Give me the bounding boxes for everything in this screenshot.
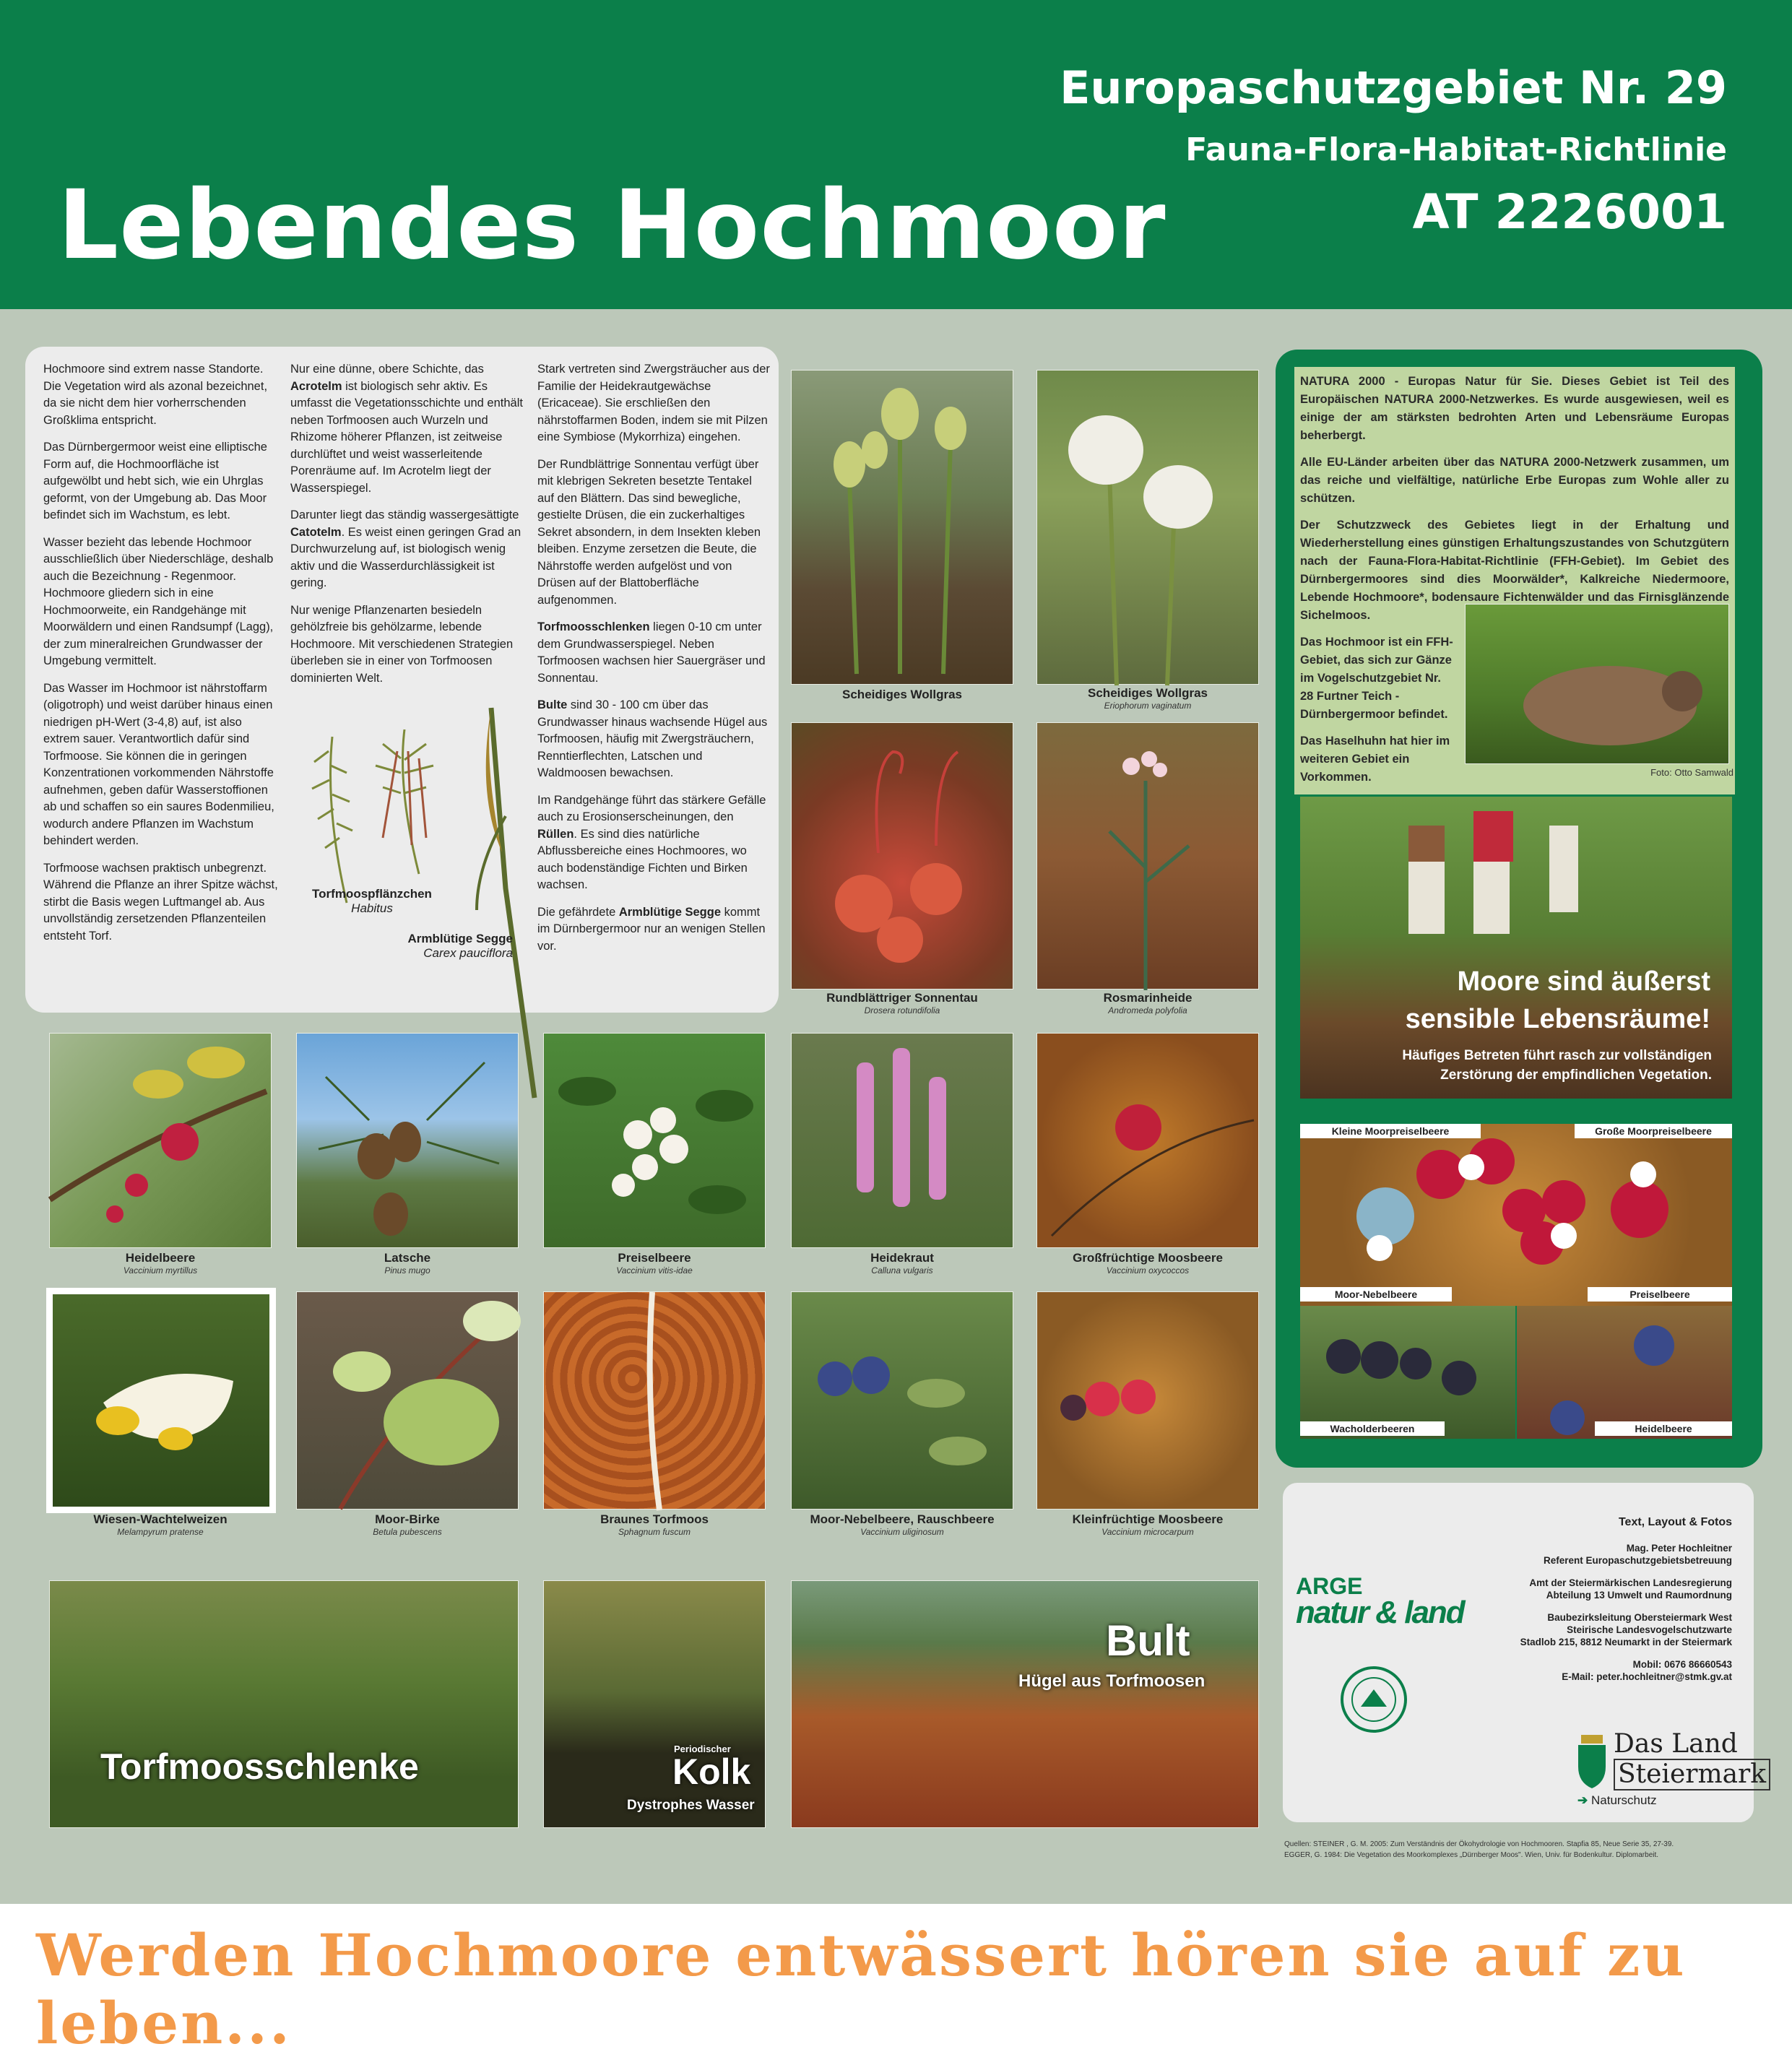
photo-caption: Moor-Nebelbeere, Rauschbeere Vaccinium uliginosum — [810, 1512, 995, 1537]
paragraph: Darunter liegt das ständig wassergesättigte Catotelm. Es weist einen geringen Grad an Durchwurzelung auf, ist biologisch wenig aktiv und die Wasserdurchlässigkeit ist gering. — [290, 508, 521, 589]
photo-bult — [791, 1580, 1259, 1828]
paragraph: Nur wenige Pflanzenarten besiedeln gehölzfreie bis gehölzarme, lebende Hochmoore. Mit verschiedenen Strategien überleben sie in einer von Torfmoosen dominierten Welt. — [290, 603, 514, 685]
naturschutz-label: ➔ Naturschutz — [1577, 1793, 1657, 1807]
photo-heidelbeere — [49, 1033, 272, 1248]
photo-caption: Rosmarinheide Andromeda polyfolia — [1103, 991, 1192, 1015]
photo-caption: Rundblättriger Sonnentau Drosera rotundifolia — [826, 991, 978, 1015]
header-banner — [0, 0, 1792, 309]
paragraph: Das Wasser im Hochmoor ist nährstoffarm (oligotroph) und weist darüber hinaus einen niedrigen pH-Wert (3-4,8) auf, ist also extrem sauer. Verantwortlich dafür sind Torfmoose. Sie können die in geringen Konzentrationen vorkommenden Nährstoffe aufnehmen, geben dafür Wasserstoffionen ab und schaffen so ein saures Bodenmilieu, wodurch andere Pflanzen im Wachstum behindert werden. — [43, 681, 274, 847]
credit-line: Mag. Peter Hochleitner — [1626, 1543, 1732, 1554]
sources: Quellen: STEINER , G. M. 2005: Zum Verständnis der Ökohydrologie von Hochmooren. Stapfia 85, Neue Serie 35, 27-39. EGGER, G. 1984: Die Vegetation des Moorkomplexes „Dürnberger Moos". Wien, Univ. für Bodenkultur. Diplomarbeit. — [1284, 1840, 1674, 1859]
directive-name: Fauna-Flora-Habitat-Richtlinie — [1185, 131, 1727, 168]
credit-line: Baubezirksleitung Obersteiermark West — [1547, 1612, 1732, 1623]
sedge-label: Armblütige Segge Carex pauciflora — [407, 932, 513, 960]
credits-box — [1283, 1483, 1767, 1822]
paragraph: Bulte sind 30 - 100 cm über das Grundwasser hinaus wachsende Hügel aus Torfmoosen, häufig mit Zwergsträuchern, Renntierflechten, Latschen und Waldmoosen bewachsen. — [537, 698, 768, 779]
photo-moor-birke — [296, 1291, 519, 1510]
photo-rosmarinheide — [1036, 722, 1259, 989]
page-title: Lebendes Hochmoor — [58, 170, 1166, 281]
berry-label: Heidelbeere — [1595, 1421, 1732, 1436]
photo-caption: Scheidiges Wollgras — [842, 688, 962, 701]
paragraph: Der Schutzzweck des Gebietes liegt in der Erhaltung und Wiederherstellung eines günstigen Erhaltungszustandes von Schutzgütern nach der Fauna-Flora-Habitat-Richtlinie (FFH-Gebiet). Im Gebiet des Dürnbergermoores sind dies Moorwälder*, Kalkreiche Niedermoore, Lebende Hochmoore*, bodensaure Fichtenwälder und das Firnisglänzende Sichelmoos. — [1300, 519, 1729, 622]
credit-line: Mobil: 0676 86660543 — [1632, 1659, 1732, 1670]
paragraph: Der Rundblättrige Sonnentau verfügt über mit klebrigen Sekreten besetzte Tentakel auf den Blättern. Das sind bewegliche, gestielte Drüsen, die ein zuckerhaltiges Sekret absondern, in dem Insekten kleben bleiben. Enzyme zersetzen die Beute, die Nährstoffe werden aufgelöst und von Drüsen auf der Blattoberfläche aufgenommen. — [537, 457, 761, 607]
paragraph: Hochmoore sind extrem nasse Standorte. Die Vegetation wird als azonal bezeichnet, da sie nicht dem hier vorherrschenden Großklima entspricht. — [43, 363, 268, 427]
text-column-2 — [290, 361, 523, 697]
photo-caption: Wiesen-Wachtelweizen Melampyrum pratense — [93, 1512, 228, 1537]
photo-kolk — [543, 1580, 766, 1828]
credit-line: Amt der Steiermärkischen Landesregierung — [1529, 1577, 1732, 1588]
warning-subtext: Häufiges Betreten führt rasch zur vollständigen Zerstörung der empfindlichen Vegetation. — [1402, 1048, 1712, 1083]
photo-kleinfruechtige-moosbeere — [1036, 1291, 1259, 1510]
land-logo-text: Das Land Steiermark — [1614, 1730, 1770, 1790]
arrow-right-icon: ➔ — [1577, 1793, 1588, 1807]
paragraph: Das Hochmoor ist ein FFH-Gebiet, das sich zur Gänze im Vogelschutzgebiet Nr. 28 Furtner Teich - Dürnbergermoor befindet. — [1300, 636, 1453, 721]
paragraph: Torfmoosschlenken liegen 0-10 cm unter dem Grundwasserspiegel. Neben Torfmoosen wachsen hier Sauergräser und Sonnentau. — [537, 620, 766, 685]
photo-torfmoosschlenke — [49, 1580, 519, 1828]
landscape-title: Kolk — [672, 1751, 751, 1792]
photo-haselhuhn — [1465, 604, 1729, 764]
paragraph: Torfmoose wachsen praktisch unbegrenzt. Während die Pflanze an ihrer Spitze wächst, stirbt die Basis wegen Luftmangel ab. Aus unvollständig zersetzenden Pflanzenteilen entsteht Torf. — [43, 861, 278, 943]
berry-photo-wacholder — [1300, 1306, 1515, 1439]
paragraph: Im Randgehänge führt das stärkere Gefälle auch zu Erosionserscheinungen, den Rüllen. Es sind dies natürliche Abflussbereiche eines Hochmoores, wo auch bodenständige Fichten und Birken wachsen. — [537, 793, 766, 891]
photo-caption: Preiselbeere Vaccinium vitis-idae — [616, 1251, 693, 1276]
berry-photo-heidel — [1517, 1306, 1732, 1439]
moss-label: Torfmoospflänzchen Habitus — [312, 887, 432, 915]
photo-grossfruechtige-moosbeere — [1036, 1033, 1259, 1248]
credit-line: Stadlob 215, 8812 Neumarkt in der Steiermark — [1520, 1637, 1732, 1647]
naturpark-seal-icon — [1339, 1665, 1408, 1734]
berry-label: Kleine Moorpreiselbeere — [1300, 1124, 1481, 1138]
landscape-subtitle: Hügel aus Torfmoosen — [1018, 1671, 1206, 1691]
steiermark-coat-of-arms-icon — [1575, 1732, 1609, 1790]
area-code: AT 2226001 — [1412, 184, 1727, 240]
photo-wollgras-2 — [1036, 370, 1259, 685]
photo-sonnentau — [791, 722, 1013, 989]
credit-line: Steirische Landesvogelschutzwarte — [1567, 1624, 1732, 1635]
footer-slogan: Werden Hochmoore entwässert hören sie auf zu leben... — [36, 1921, 1687, 2057]
landscape-title: Bult — [1106, 1616, 1190, 1665]
photo-caption: Moor-Birke Betula pubescens — [373, 1512, 442, 1537]
text-column-1 — [43, 361, 278, 955]
berry-comparison — [1300, 1124, 1732, 1439]
photo-latsche — [296, 1033, 519, 1248]
photo-caption: Latsche Pinus mugo — [384, 1251, 431, 1276]
photo-hikers-warning — [1300, 797, 1732, 1099]
photo-caption: Heidekraut Calluna vulgaris — [870, 1251, 934, 1276]
paragraph: Nur eine dünne, obere Schichte, das Acrotelm ist biologisch sehr aktiv. Es umfasst die Vegetationsschichte und enthält neben Torfmoosen auch Wurzeln und Rhizome höherer Pflanzen, ist zeitweise durchlüftet und weist wasserleitende Porenräume auf. Im Acrotelm liegt der Wasserspiegel. — [290, 363, 523, 495]
photo-caption: Kleinfrüchtige Moosbeere Vaccinium microcarpum — [1072, 1512, 1224, 1537]
arge-logo: ARGE natur & land — [1296, 1573, 1464, 1630]
photo-caption: Scheidiges Wollgras Eriophorum vaginatum — [1088, 686, 1208, 711]
paragraph: Das Dürnbergermoor weist eine elliptische Form auf, die Hochmoorfläche ist aufgewölbt und hebt sich, wie ein Uhrglas geformt, von der Umgebung ab. Das Moor befindet sich im Wachstum, es lebt. — [43, 441, 267, 521]
berry-label: Preiselbeere — [1588, 1287, 1732, 1302]
paragraph: Stark vertreten sind Zwergsträucher aus der Familie der Heidekrautgewächse (Ericaceae). Sie erschließen den nährstoffarmen Boden, indem sie mit Pilzen eine Symbiose (Mykorrhiza) eingehen. — [537, 363, 770, 443]
photo-wollgras-1 — [791, 370, 1013, 685]
protected-area-number: Europaschutzgebiet Nr. 29 — [1060, 61, 1727, 114]
photo-caption: Heidelbeere Vaccinium myrtillus — [123, 1251, 198, 1276]
paragraph: Die gefährdete Armblütige Segge kommt im Dürnbergermoor nur an wenigen Stellen vor. — [537, 905, 766, 953]
berry-label: Wacholderbeeren — [1300, 1421, 1445, 1436]
landscape-subtitle: Periodischer — [674, 1744, 731, 1754]
photo-wachtelweizen-frame — [46, 1288, 276, 1513]
landscape-subtitle: Dystrophes Wasser — [627, 1798, 755, 1813]
landscape-title: Torfmoosschlenke — [100, 1746, 419, 1787]
photo-caption: Braunes Torfmoos Sphagnum fuscum — [600, 1512, 709, 1537]
photo-moor-nebelbeere — [791, 1291, 1013, 1510]
photo-braunes-torfmoos — [543, 1291, 766, 1510]
warning-headline: Moore sind äußerst sensible Lebensräume! — [1405, 966, 1710, 1034]
credit-line: Referent Europaschutzgebietsbetreuung — [1543, 1555, 1732, 1566]
berry-label: Moor-Nebelbeere — [1300, 1287, 1452, 1302]
berry-label: Große Moorpreiselbeere — [1575, 1124, 1732, 1138]
photo-credit: Foto: Otto Samwald — [1650, 767, 1733, 778]
credit-line: E-Mail: peter.hochleitner@stmk.gv.at — [1562, 1671, 1732, 1682]
paragraph: Wasser bezieht das lebende Hochmoor ausschließlich über Niederschläge, deshalb auch die Bezeichnung - Regenmoor. Hochmoore gliedern sich in eine Hochmoorweite, ein Randgehänge mit Moorwäldern und einen Randsumpf (Lagg), der zum mineralreichen Grundwasser der Umgebung vermittelt. — [43, 535, 274, 667]
photo-heidekraut — [791, 1033, 1013, 1248]
credit-line: Abteilung 13 Umwelt und Raumordnung — [1546, 1590, 1732, 1601]
paragraph: Alle EU-Länder arbeiten über das NATURA 2000-Netzwerk zusammen, um das reiche und vielfältige, natürliche Erbe Europas zum Wohle aller zu schützen. — [1300, 456, 1729, 505]
credit-line: Text, Layout & Fotos — [1618, 1516, 1732, 1528]
text-column-3 — [537, 361, 771, 965]
paragraph: NATURA 2000 - Europas Natur für Sie. Dieses Gebiet ist Teil des Europäischen NATURA 2000-Netzwerkes. Es wurde ausgewiesen, weil es einige der am stärksten bedrohten Arten und Lebensräume Europas beherbergt. — [1300, 375, 1729, 442]
paragraph: Das Haselhuhn hat hier im weiteren Gebiet ein Vorkommen. — [1300, 735, 1450, 784]
photo-preiselbeere — [543, 1033, 766, 1248]
berry-photo-top — [1300, 1124, 1732, 1306]
photo-caption: Großfrüchtige Moosbeere Vaccinium oxycoccos — [1073, 1251, 1223, 1276]
